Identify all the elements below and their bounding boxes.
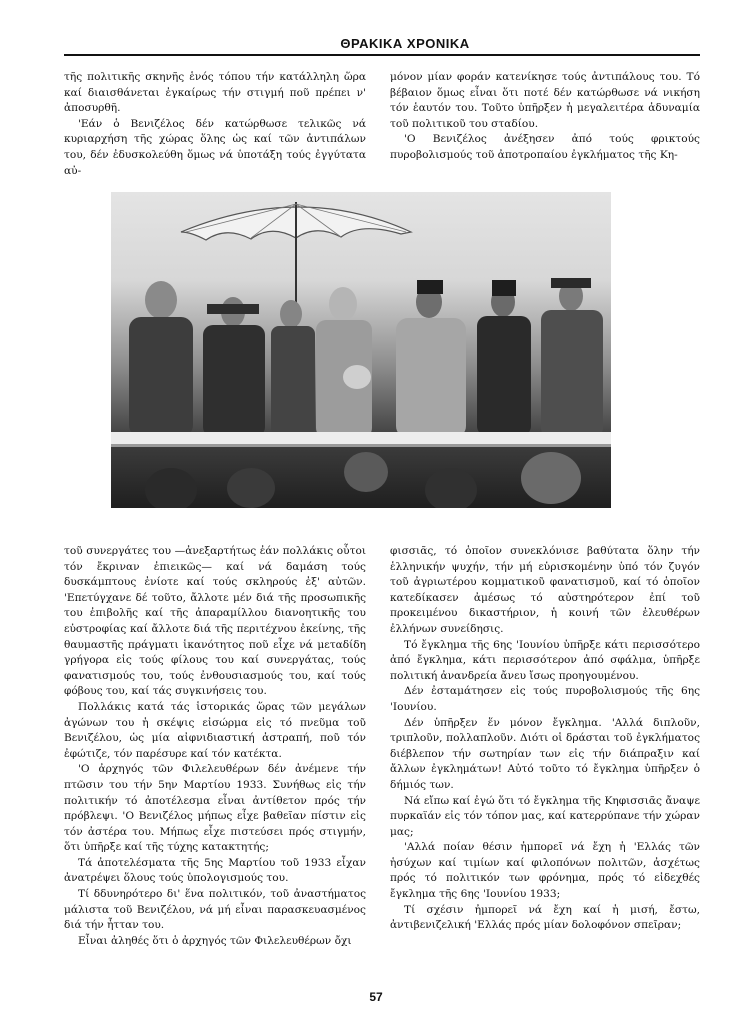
column-bottom-left (64, 544, 366, 949)
paragraph: μόνον μίαν φοράν κατενίκησε τούς ἀντιπάλους του. Τό βέβαιον ὅμως εἶναι ὅτι ποτέ δέν κατώρθωσε νά νικήση τόν ἑαυτόν του. Τοῦτο ὑπῆρξεν ἡ μεγαλειτέρα ἀδυναμία τοῦ πολιτικοῦ του σταδίου. (390, 71, 700, 130)
historical-photograph (111, 192, 611, 508)
paragraph: 'Εάν ὁ Βενιζέλος δέν κατώρθωσε τελικῶς νά κυριαρχήση τῆς χώρας ὅλης ὡς καί τῶν ἀντιπάλων του, δέν ἐδυσκολεύθη ὅμως νά ὑποτάξη τούς ἐγγύτατα αὐ- (64, 117, 366, 177)
paragraph: Τί δδυνηρότερο δι' ἕνα πολιτικόν, τοῦ ἀναστήματος μάλιστα τοῦ Βενιζέλου, νά μή εἶναι παρασκευασμένος διά τήν ἧτταν του. (64, 888, 366, 932)
paragraph: Τά ἀποτελέσματα τῆς 5ης Μαρτίου τοῦ 1933 εἶχαν ἀνατρέψει ὅλους τούς ὑπολογισμούς του. (64, 856, 366, 885)
foreground-crowd (145, 452, 581, 508)
paragraph: φισσιᾶς, τό ὁποῖον συνεκλόνισε βαθύτατα ὅλην τήν ἑλληνικήν ψυχήν, τήν μή εὑρισκομένην ὑπό τόν ζυγόν τοῦ ἀγριωτέρου κομματικοῦ φανατισμοῦ, καί τό ὁποῖον κατεδίκασεν ἀμέσως τό αὐστηρότερον ἐπί τοῦ προκειμένου δικαστήριον, ἡ κοινή τῶν ἐλευθέρων ἐλλήνων συνείδησις. (390, 545, 700, 635)
paragraph: τῆς πολιτικῆς σκηνῆς ἑνός τόπου τήν κατάλληλη ὥρα καί διαισθάνεται ἐγκαίρως τήν στιγμή ποῦ πρέπει ν' ἀποσυρθῆ. (64, 71, 366, 115)
paragraph: Δέν ἐσταμάτησεν εἰς τούς πυροβολισμούς τῆς 6ης 'Ιουνίου. (390, 685, 700, 713)
railing (111, 432, 611, 444)
paragraph: 'Αλλά ποίαν θέσιν ἠμπορεῖ νά ἔχη ἡ 'Ελλάς τῶν ἡσύχων καί τιμίων καί φιλοπόνων πολιτῶν, ἀσχέτως πρός τό πολιτικόν των φρόνημα, πρός τό εἰδεχθές ἔγκλημα τῆς 6ης 'Ιουνίου 1933; (390, 841, 700, 901)
paragraph: Τί σχέσιν ἠμπορεῖ νά ἔχη καί ἡ μισή, ἔστω, ἀντιβενιζελική 'Ελλάς πρός μίαν δολοφόνον σπεῖραν; (390, 903, 700, 932)
paragraph: 'Ο Βενιζέλος ἀνέξησεν ἀπό τούς φρικτούς πυροβολισμούς τοῦ ἀποτροπαίου ἐγκλήματος τῆς Κη- (390, 133, 700, 161)
standing-crowd (129, 278, 603, 438)
photo-illustration (111, 192, 611, 508)
column-top-left (64, 70, 366, 179)
column-top-right (390, 70, 700, 164)
running-header: ΘΡΑΚΙΚΑ ΧΡΟΝΙΚΑ (340, 36, 470, 51)
paragraph: Δέν ὑπῆρξεν ἕν μόνον ἔγκλημα. 'Αλλά διπλοῦν, τριπλοῦν, πολλαπλοῦν. Διότι οἱ δράσται τοῦ ἐγκλήματος διέβλεπον τήν σωτηρίαν των εἰς τήν διάπραξιν καί ἄλλων ἐγκλημάτων! Αὐτό τοῦτο τό ἔγκλημα ὑπῆρξεν ὁ δήμιός των. (390, 716, 700, 791)
column-bottom-right (390, 544, 700, 934)
paragraph: Τό ἔγκλημα τῆς 6ης 'Ιουνίου ὑπῆρξε κάτι περισσότερο ἀπό ἔγκλημα, κάτι περισσότερον ἀπό σφάλμα, ὑπῆρξε πολιτική ἀνανδρεία ἄνευ ἴσως προηγουμένου. (390, 638, 700, 682)
paragraph: Πολλάκις κατά τάς ἱστορικάς ὥρας τῶν μεγάλων ἀγώνων του ἡ σκέψις εἰσώρμα εἰς τό πνεῦμα τοῦ Βενιζέλου, ὡς μία αἰφνιδιαστική ἀστραπή, ποῦ τόν ἐφώτιζε, τόν παρέσυρε καί τόν κατέκτα. (64, 700, 366, 760)
paragraph: τοῦ συνεργάτες του —ἀνεξαρτήτως ἐάν πολλάκις οὗτοι τόν ἔκριναν ἐπιεικῶς— καί νά δαμάση τούς δυσκάμπτους ἐνίοτε καί τούς σκληρούς ἐξ' αὐτῶν. 'Επετύγχανε δέ τοῦτο, ἄλλοτε μέν διά τῆς προσωπικῆς του ἐπιβολῆς καί τῆς ἀπαραμίλλου διανοητικῆς του εὐστροφίας καί ἄλλοτε διά τῆς περιτέχνου ἐκείνης, τῆς θαυμαστῆς πράγματι ἱκανότητος ποῦ εἶχε νά μεταδίδη γρήγορα εἰς τούς φίλους του καί συνεργάτας, τούς φανατισμούς του, τούς ἐνθουσιασμούς του, καί τούς φόβους του, καί τάς συγκινήσεις του. (64, 545, 366, 698)
paragraph: Εἶναι ἀληθές ὅτι ὁ ἀρχηγός τῶν Φιλελευθέρων ὄχι (78, 934, 352, 947)
header-rule (64, 54, 700, 56)
paragraph: Νά εἴπω καί ἐγώ ὅτι τό ἔγκλημα τῆς Κηφισσιᾶς ἄναψε πυρκαϊάν εἰς τόν τόπον μας, καί κατερρύπανε τήν χώραν μας; (390, 794, 700, 838)
paragraph: 'Ο ἀρχηγός τῶν Φιλελευθέρων δέν ἀνέμενε τήν πτῶσιν του τήν 5ην Μαρτίου 1933. Συνήθως εἰς τήν πολιτικήν τό ἀποτέλεσμα εἶναι ἀντίθετον πρός τήν πρόβλεψι. 'Ο Βενιζέλος μήπως εἶχε βαθεῖαν πίστιν εἰς τόν ἀστέρα του. Μήπως εἶχε πιστεύσει πρός στιγμήν, ὅτι ὑπῆρξε καί τῆς τύχης κατακτητής; (64, 763, 366, 854)
page-number: 57 (369, 990, 383, 1004)
